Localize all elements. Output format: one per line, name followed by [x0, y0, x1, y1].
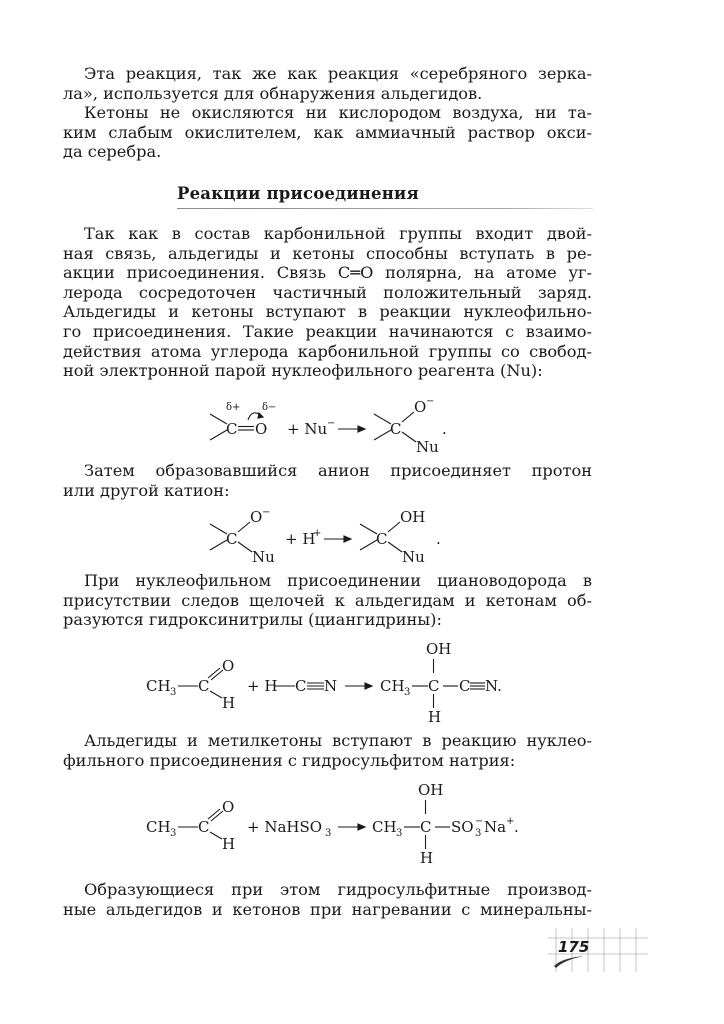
text-line: При нуклеофильном присоединении циановодорода в: [84, 571, 592, 590]
atom-c: C: [226, 420, 238, 438]
atom-o: O: [255, 420, 268, 438]
bond: [374, 414, 391, 424]
bond: [374, 430, 391, 440]
methyl: CH: [380, 677, 405, 695]
atom-c: C: [390, 420, 402, 438]
atom-c: C: [198, 677, 210, 695]
period: .: [442, 420, 447, 438]
atom-c: C: [376, 530, 388, 548]
paragraph-bisulfite-derivatives: [63, 880, 592, 919]
text-line: фильного присоединения с гидросульфитом натрия:: [63, 750, 516, 770]
text-line: го присоединения. Такие реакции начинаются с взаимо-: [63, 321, 592, 341]
reaction-bisulfite-addition: [140, 777, 560, 867]
methyl: CH: [146, 818, 171, 836]
paragraph-addition-intro: [63, 224, 592, 381]
subscript: 3: [325, 828, 332, 839]
nucleophile: Nu: [252, 548, 275, 566]
swoosh-decoration: [554, 956, 584, 968]
subscript: 3: [475, 828, 482, 839]
arrowhead-icon: [358, 426, 365, 432]
atom-c: C: [295, 677, 307, 695]
atom-o: O: [222, 657, 235, 675]
page-number: 175: [558, 938, 590, 956]
subscript: 3: [170, 828, 177, 839]
reaction-hcn-addition: [140, 638, 540, 726]
plus-proton: + H: [285, 530, 316, 548]
arrowhead-icon: [365, 683, 372, 689]
atom-h: H: [222, 694, 236, 712]
text-line: да серебра.: [63, 142, 162, 162]
reaction-protonation: [210, 506, 450, 571]
bond: [360, 540, 377, 550]
text-line: присутствии следов щелочей к альдегидам и кетонам об-: [63, 590, 592, 610]
atom-o: O: [414, 398, 427, 416]
atom-o: O: [250, 508, 263, 526]
atom-c: C: [226, 530, 238, 548]
atom-h: H: [420, 849, 434, 867]
nucleophile: Nu: [402, 548, 425, 566]
text-line: Кетоны не окисляются ни кислородом воздуха, ни та-: [84, 103, 592, 122]
arrowhead-icon: [344, 536, 351, 542]
bond: [210, 430, 227, 440]
period: .: [436, 530, 441, 548]
methyl: CH: [372, 818, 397, 836]
atom-c: C: [420, 818, 432, 836]
plus-hydrogen: + H: [247, 677, 278, 695]
subscript: 3: [396, 828, 403, 839]
bond: [402, 412, 414, 422]
charge: +: [506, 816, 515, 827]
atom-h: H: [428, 708, 442, 726]
text-line: ная связь, альдегиды и кетоны способны вступать в ре-: [63, 243, 592, 263]
section-heading: Реакции присоединения: [177, 184, 419, 203]
text-line: ной электронной парой нуклеофильного реагента (Nu):: [63, 361, 543, 381]
methyl: CH: [146, 677, 171, 695]
text-line: Так как в состав карбонильной группы входит двой-: [84, 224, 592, 243]
paragraph-silver-mirror: [63, 64, 592, 103]
delta-minus: δ−: [262, 402, 277, 413]
charge: −: [327, 418, 336, 429]
atom-c: C: [428, 677, 440, 695]
atom-n: N.: [485, 677, 502, 695]
heading-underline: [177, 208, 593, 209]
sodium: Na: [484, 818, 507, 836]
charge: +: [313, 528, 322, 539]
bond: [210, 832, 222, 839]
reagent-nahso3: + NaHSO: [247, 818, 323, 836]
text-line: Затем образовавшийся анион присоединяет протон: [84, 461, 592, 480]
text-line: акции присоединения. Связь C═O полярна, на атоме уг-: [63, 263, 592, 283]
bond: [360, 524, 377, 534]
hydroxyl: OH: [400, 508, 426, 526]
reaction-nucleophile-attack: [190, 392, 460, 462]
atom-c: C: [459, 677, 471, 695]
text-line: или другой катион:: [63, 480, 230, 500]
bond: [210, 540, 227, 550]
double-bond: [208, 809, 220, 819]
bond: [210, 524, 227, 534]
text-line: Альдегиды и кетоны вступают в реакции нуклеофильно-: [63, 302, 592, 322]
text-line: действия атома углерода карбонильной группы со свобод-: [63, 341, 592, 361]
hydroxyl: OH: [418, 781, 444, 799]
subscript: 3: [170, 687, 177, 698]
bond: [402, 432, 416, 442]
plus-nucleophile: + Nu: [287, 420, 328, 438]
paragraph-cyanohydrin: [63, 571, 592, 630]
charge: −: [426, 396, 435, 407]
sulfonate: SO: [451, 818, 474, 836]
bond: [210, 691, 222, 698]
period: .: [514, 818, 519, 836]
atom-h: H: [222, 835, 236, 853]
bond: [210, 414, 227, 424]
subscript: 3: [404, 687, 411, 698]
nucleophile: Nu: [416, 438, 439, 456]
page-number-badge: [548, 928, 648, 978]
paragraph-bisulfite: [63, 731, 592, 770]
charge: −: [475, 816, 484, 827]
hydroxyl: OH: [426, 640, 452, 658]
arrowhead-icon: [358, 824, 365, 830]
atom-c: C: [198, 818, 210, 836]
arrowhead-icon: [258, 413, 263, 418]
double-bond: [208, 668, 220, 678]
bond: [388, 522, 400, 532]
bond: [388, 542, 402, 552]
bond: [238, 542, 252, 552]
text-line: лерода сосредоточен частичный положительный заряд.: [63, 282, 592, 302]
text-line: Эта реакция, так же как реакция «серебряного зерка-: [84, 64, 592, 83]
charge: −: [262, 507, 271, 518]
delta-plus: δ+: [226, 402, 241, 413]
text-line: Альдегиды и метилкетоны вступают в реакцию нуклео-: [84, 731, 592, 750]
text-line: Образующиеся при этом гидросульфитные производ-: [84, 880, 592, 899]
text-line: разуются гидроксинитрилы (циангидрины):: [63, 610, 442, 630]
text-line: ким слабым окислителем, как аммиачный раствор окси-: [63, 122, 592, 142]
atom-n: N: [324, 677, 338, 695]
paragraph-ketones: [63, 103, 592, 162]
bond: [238, 522, 250, 532]
paragraph-protonation: [63, 461, 592, 500]
text-line: ла», используется для обнаружения альдегидов.: [63, 83, 483, 103]
atom-o: O: [222, 798, 235, 816]
text-line: ные альдегидов и кетонов при нагревании с минеральны-: [63, 899, 592, 919]
